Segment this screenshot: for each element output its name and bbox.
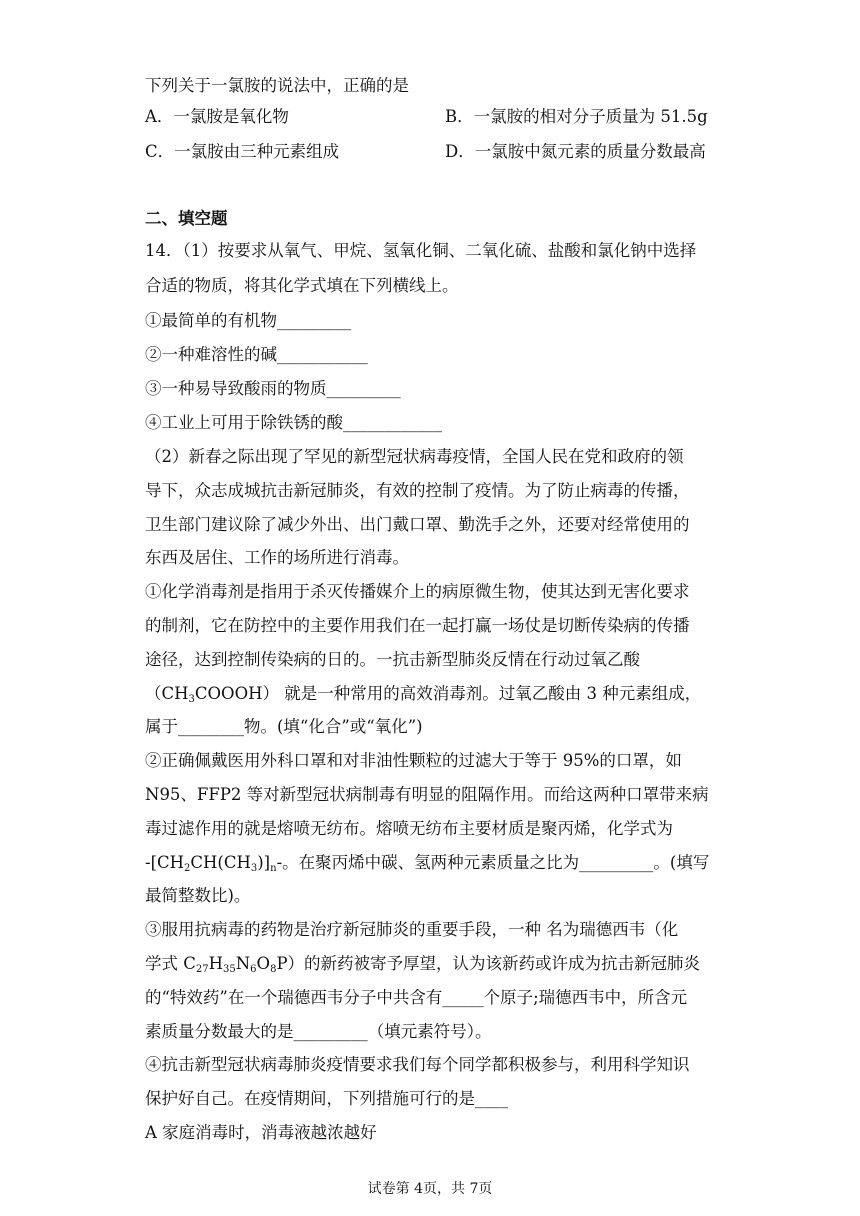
sub2-line1: ②正确佩戴医用外科口罩和对非油性颗粒的过滤大于等于 95%的口罩，如	[145, 751, 682, 770]
sub2-line4	[145, 852, 709, 874]
sub4-option-a: A 家庭消毒时，消毒液越浓越好	[145, 1123, 377, 1142]
subscript: 3	[250, 863, 258, 874]
subscript: 8	[270, 964, 277, 975]
subscript: 6	[250, 964, 257, 975]
option-b: B．一氯胺的相对分子质量为 51.5g	[445, 107, 708, 126]
text-segment: P）的新药被寄予厚望，认为该新药或许成为抗击新冠肺炎	[276, 954, 701, 973]
text-segment: 学式 C	[145, 954, 196, 973]
sub2-line5: 最简整数比)。	[145, 886, 251, 905]
text-segment: -[CH	[145, 853, 185, 872]
text-segment: -。在聚丙烯中碳、氢两种元素质量之比为_________。(填写	[276, 853, 710, 872]
sub1-line1: ①化学消毒剂是指用于杀灭传播媒介上的病原微生物，使其达到无害化要求	[145, 582, 690, 601]
q14-part1-line1: 14．（1）按要求从氧气、甲烷、氢氧化铜、二氧化硫、盐酸和氯化钠中选择	[145, 241, 697, 260]
sub2-line3: 毒过滤作用的就是熔喷无纺布。熔喷无纺布主要材质是聚丙烯，化学式为	[145, 819, 673, 838]
q14-item3: ③一种易导致酸雨的物质_________	[145, 379, 401, 398]
subscript: n	[270, 863, 277, 874]
subscript: 3	[188, 694, 195, 705]
text-segment: （CH	[145, 684, 189, 703]
section-heading: 二、填空题	[145, 209, 228, 228]
q14-item4: ④工业上可用于除铁锈的酸____________	[145, 413, 442, 432]
text-segment: H	[208, 954, 223, 973]
text-segment: N	[235, 954, 251, 973]
page-footer: 试卷第 4页，共 7页	[367, 1181, 493, 1197]
sub3-line1: ③服用抗病毒的药物是治疗新冠肺炎的重要手段，一种 名为瑞德西韦（化	[145, 920, 679, 939]
q14-part2-line1: （2）新春之际出现了罕见的新型冠状病毒疫情，全国人民在党和政府的领	[145, 447, 684, 466]
q14-part2-line4: 东西及居住、工作的场所进行消毒。	[145, 548, 409, 567]
text-segment: COOOH） 就是一种常用的高效消毒剂。过氧乙酸由 3 种元素组成，	[194, 684, 702, 703]
q14-part1-line2: 合适的物质，将其化学式填在下列横线上。	[145, 276, 459, 295]
subscript: 2	[184, 863, 191, 874]
sub1-line2: 的制剂，它在防控中的主要作用我们在一起打赢一场仗是切断传染病的传播	[145, 616, 690, 635]
q14-item1: ①最简单的有机物_________	[145, 311, 352, 330]
intro-line: 下列关于一氯胺的说法中，正确的是	[145, 76, 409, 95]
q14-part2-line2: 导下，众志成城抗击新冠肺炎，有效的控制了疫情。为了防止病毒的传播，	[145, 481, 690, 500]
option-d: D．一氯胺中氮元素的质量分数最高	[445, 142, 706, 161]
subscript: 27	[195, 964, 209, 975]
sub3-line3: 的“特效药”在一个瑞德西韦分子中共含有_____个原子;瑞德西韦中，所含元	[145, 988, 688, 1007]
sub3-line4: 素质量分数最大的是_________（填元素符号）。	[145, 1022, 492, 1041]
sub1-line4	[145, 683, 701, 705]
text-segment: CH(CH	[190, 853, 251, 872]
option-c: C．一氯胺由三种元素组成	[145, 142, 340, 161]
text-segment: O	[256, 954, 271, 973]
sub4-line1: ④抗击新型冠状病毒肺炎疫情要求我们每个同学都积极参与，利用科学知识	[145, 1055, 690, 1074]
sub1-line5: 属于________物。(填“化合”或“氧化”)	[145, 717, 423, 736]
sub4-line2: 保护好自己。在疫情期间，下列措施可行的是____	[145, 1089, 508, 1108]
q14-item2: ②一种难溶性的碱___________	[145, 345, 368, 364]
sub3-line2	[145, 953, 700, 975]
option-a: A．一氯胺是氧化物	[145, 107, 289, 126]
q14-part2-line3: 卫生部门建议除了减少外出、出门戴口罩、勤洗手之外，还要对经常使用的	[145, 515, 690, 534]
text-segment: )]	[257, 853, 271, 872]
subscript: 35	[223, 964, 236, 975]
sub1-line3: 途径，达到控制传染病的日的。一抗击新型肺炎反情在行动过氧乙酸	[145, 650, 640, 669]
sub2-line2: N95、FFP2 等对新型冠状病制毒有明显的阻隔作用。而给这两种口罩带来病	[145, 785, 709, 804]
